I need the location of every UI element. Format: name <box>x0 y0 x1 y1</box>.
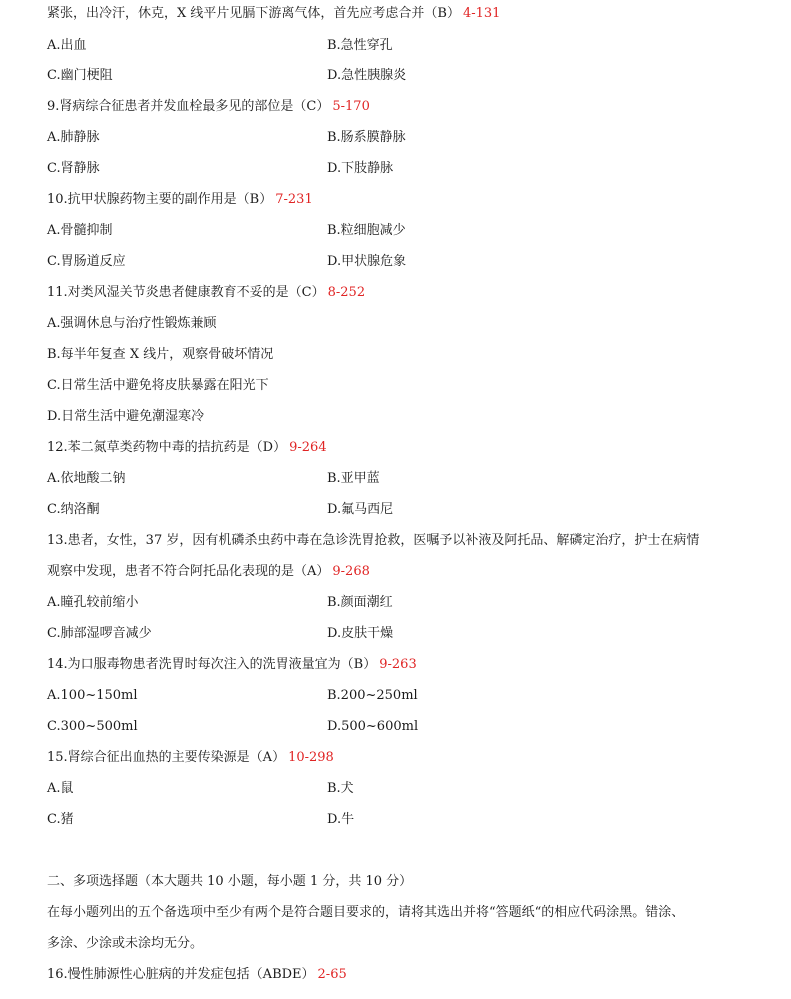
option-c: C.300~500ml <box>47 719 138 734</box>
option-d: D.氟马西尼 <box>327 502 394 517</box>
option-a: A.骨髓抑制 <box>47 223 113 238</box>
option-b: B.200~250ml <box>327 688 418 703</box>
question-stem: 13.患者，女性，37 岁，因有机磷杀虫药中毒在急诊洗胃抢救，医嘱予以补液及阿托品、解磷定治疗，护士在病情 <box>47 533 700 548</box>
option-d: D.甲状腺危象 <box>327 254 407 269</box>
option-a: A.100~150ml <box>47 688 138 703</box>
option-d: D.牛 <box>327 812 355 827</box>
section-title: 二、多项选择题（本大题共 10 小题，每小题 1 分，共 10 分） <box>47 874 413 889</box>
option-d: D.皮肤干燥 <box>327 626 394 641</box>
option-c: C.幽门梗阻 <box>47 68 113 83</box>
question-stem: 12.苯二氮草类药物中毒的拮抗药是（D） 9-264 <box>47 440 327 455</box>
option-c: C.肺部湿啰音减少 <box>47 626 152 641</box>
option-b: B.粒细胞减少 <box>327 223 406 238</box>
question-stem: 14.为口服毒物患者洗胃时每次注入的洗胃液量宜为（B） 9-263 <box>47 657 417 672</box>
option-a: A.肺静脉 <box>47 130 100 145</box>
option-c: C.纳洛酮 <box>47 502 100 517</box>
page-reference: 9-264 <box>289 440 327 455</box>
option-b: B.每半年复查 X 线片，观察骨破坏情况 <box>47 347 274 362</box>
page-reference: 9-263 <box>379 657 417 672</box>
page-reference: 2-65 <box>317 967 347 982</box>
question-stem-continued: 观察中发现，患者不符合阿托品化表现的是（A） 9-268 <box>47 564 370 579</box>
option-b: B.肠系膜静脉 <box>327 130 406 145</box>
question-stem: 10.抗甲状腺药物主要的副作用是（B） 7-231 <box>47 192 313 207</box>
option-d: D.日常生活中避免潮湿寒冷 <box>47 409 205 424</box>
section-instructions-continued: 多涂、少涂或未涂均无分。 <box>47 936 204 951</box>
option-c: C.日常生活中避免将皮肤暴露在阳光下 <box>47 378 269 393</box>
option-a: A.出血 <box>47 38 87 53</box>
page-reference: 8-252 <box>327 285 366 300</box>
page-reference: 10-298 <box>288 750 334 765</box>
option-a: A.瞳孔较前缩小 <box>47 595 139 610</box>
option-d: D.500~600ml <box>327 719 419 734</box>
option-c: C.猪 <box>47 812 74 827</box>
option-b: B.犬 <box>327 781 354 796</box>
section-instructions: 在每小题列出的五个备选项中至少有两个是符合题目要求的，请将其选出并将“答题纸“的相应代码涂黑。错涂、 <box>47 905 685 920</box>
question-stem: 紧张，出冷汗，休克，X 线平片见膈下游离气体，首先应考虑合并（B） 4-131 <box>47 6 501 21</box>
question-stem: 16.慢性肺源性心脏病的并发症包括（ABDE） 2-65 <box>47 967 347 982</box>
option-b: B.亚甲蓝 <box>327 471 380 486</box>
page-reference: 4-131 <box>462 6 501 21</box>
page-reference: 7-231 <box>275 192 313 207</box>
option-a: A.鼠 <box>47 781 74 796</box>
option-b: B.急性穿孔 <box>327 38 393 53</box>
option-d: D.急性胰腺炎 <box>327 68 407 83</box>
option-a: A.依地酸二钠 <box>47 471 126 486</box>
page-reference: 5-170 <box>332 99 370 114</box>
option-c: C.胃肠道反应 <box>47 254 126 269</box>
option-c: C.肾静脉 <box>47 161 100 176</box>
question-stem: 9.肾病综合征患者并发血栓最多见的部位是（C） 5-170 <box>47 99 370 114</box>
option-b: B.颜面潮红 <box>327 595 393 610</box>
question-stem: 15.肾综合征出血热的主要传染源是（A） 10-298 <box>47 750 334 765</box>
question-stem: 11.对类风湿关节炎患者健康教育不妥的是（C） 8-252 <box>47 285 366 300</box>
option-a: A.强调休息与治疗性锻炼兼顾 <box>47 316 217 331</box>
page-reference: 9-268 <box>332 564 370 579</box>
option-d: D.下肢静脉 <box>327 161 394 176</box>
